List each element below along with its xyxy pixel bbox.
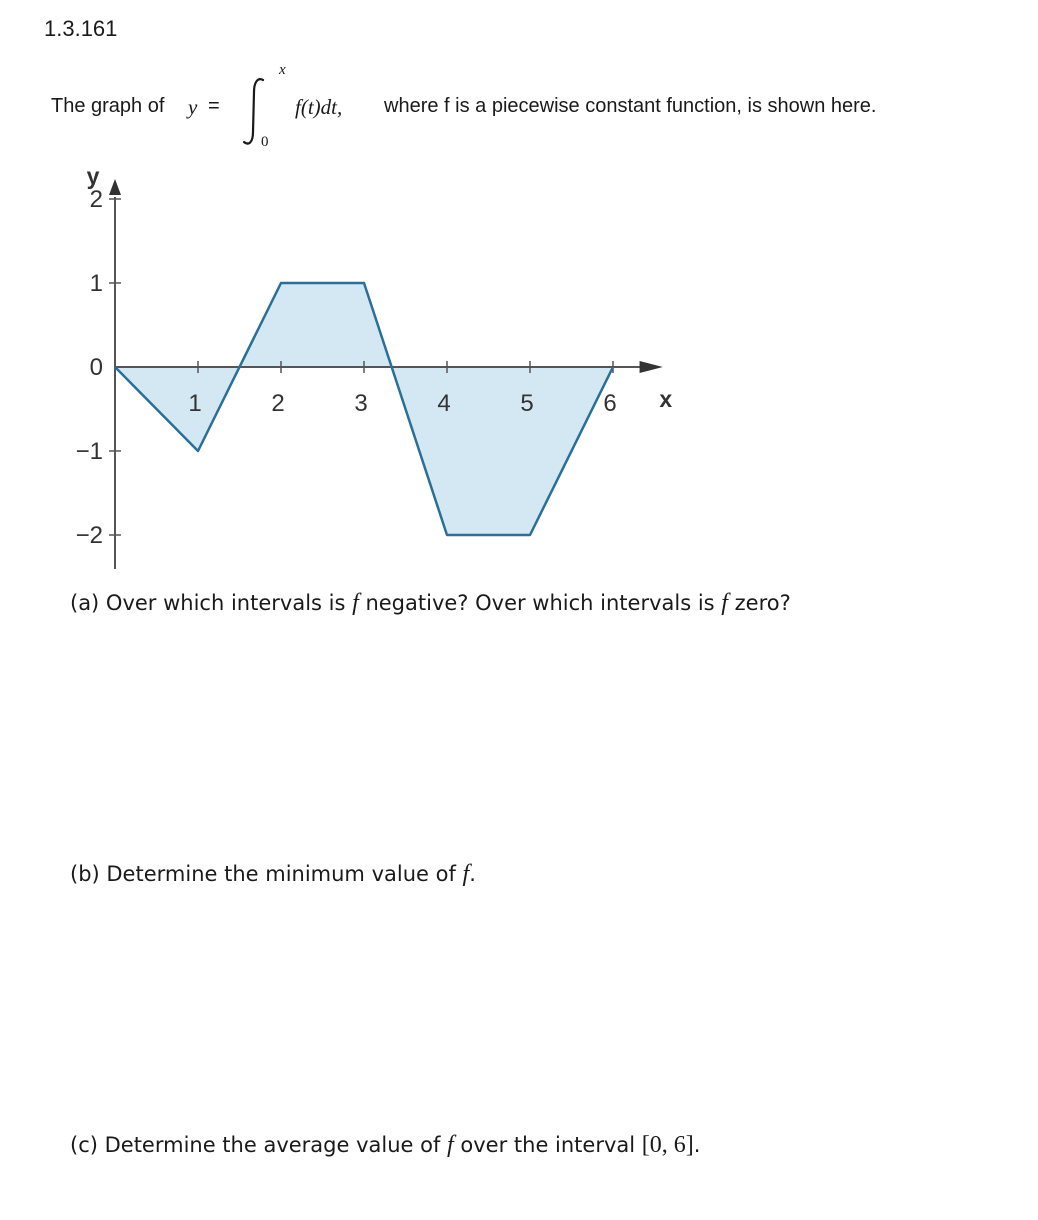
- question-c-text-2: over the interval: [453, 1133, 642, 1157]
- y-tick-label: −1: [75, 438, 103, 465]
- x-tick-label-6: 6: [603, 390, 617, 417]
- question-b: [70, 861, 476, 888]
- y-axis-label: y: [86, 163, 100, 189]
- y-tick-label: 0: [89, 354, 103, 381]
- integral-lower-limit: 0: [261, 134, 269, 150]
- y-variable: y: [188, 95, 198, 119]
- y-tick-label: 2: [89, 186, 103, 213]
- question-c-f: f: [447, 1132, 454, 1158]
- question-c-interval: [0, 6]: [641, 1132, 694, 1158]
- integrand: f(t)dt,: [295, 95, 343, 119]
- question-a-text-3: zero?: [727, 591, 791, 615]
- question-c-text-3: .: [693, 1133, 701, 1157]
- question-c: [70, 1132, 700, 1159]
- x-tick-label-5: 5: [520, 390, 534, 417]
- y-tick-label: 1: [89, 270, 103, 297]
- integral-graph: [0, 0, 1038, 600]
- x-tick-label-4: 4: [437, 390, 451, 417]
- question-a-f-2: f: [721, 590, 728, 616]
- question-b-text-2: .: [469, 862, 476, 886]
- question-b-text-1: (b) Determine the minimum value of: [70, 862, 463, 886]
- x-axis-label: x: [659, 386, 673, 412]
- question-a: [70, 590, 791, 617]
- x-tick-label-2: 2: [271, 390, 285, 417]
- x-axis-arrow-icon: [640, 361, 663, 373]
- x-tick-label-1: 1: [188, 390, 202, 417]
- y-tick-label: −2: [75, 522, 103, 549]
- integral-upper-limit: x: [279, 62, 286, 78]
- question-c-text-1: (c) Determine the average value of: [70, 1133, 448, 1157]
- problem-number: 1.3.161: [44, 16, 118, 41]
- equals-sign: =: [208, 95, 220, 117]
- question-a-text-2: negative? Over which intervals is: [358, 591, 722, 615]
- statement-rest: where f is a piecewise constant function, is shown here.: [384, 95, 877, 117]
- question-a-f-1: f: [352, 590, 359, 616]
- x-tick-label-3: 3: [354, 390, 368, 417]
- question-a-text-1: (a) Over which intervals is: [70, 591, 353, 615]
- y-axis-arrow-icon: [109, 179, 121, 195]
- question-b-f: f: [462, 861, 470, 887]
- statement-lead: The graph of: [51, 95, 165, 117]
